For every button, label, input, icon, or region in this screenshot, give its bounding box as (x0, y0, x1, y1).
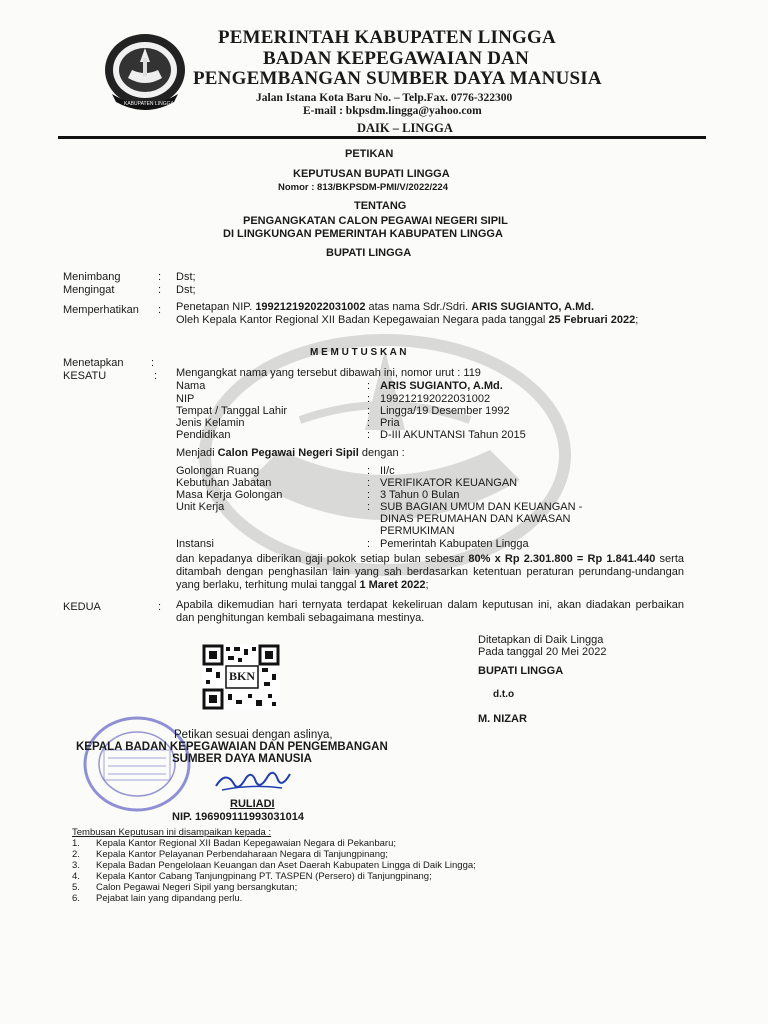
identity-label-gender: Jenis Kelamin (176, 417, 245, 429)
tembusan-item-text: Kepala Kantor Pelayanan Perbendaharaan Negara di Tanjungpinang; (96, 849, 388, 860)
header-email: E-mail : bkpsdm.lingga@yahoo.com (303, 105, 482, 117)
tembusan-heading: Tembusan Keputusan ini disampaikan kepada : (72, 827, 272, 838)
salary-end: ; (425, 579, 429, 591)
kesatu-intro: Mengangkat nama yang tersebut dibawah ini, nomor urut : 119 (176, 367, 481, 379)
tembusan-item-number: 3. (72, 860, 80, 871)
memutuskan-heading: M E M U T U S K A N (310, 347, 407, 358)
memperhatikan-date: 25 Februari 2022 (548, 314, 636, 326)
memperhatikan-part-3: Oleh Kepala Kantor Regional XII Badan Kepegawaian Negara pada tanggal (176, 314, 549, 326)
logo-ribbon-text: KABUPATEN LINGGA (124, 101, 174, 107)
identity-label-ttl: Tempat / Tanggal Lahir (176, 405, 288, 417)
salary-part-2: serta ditambah dengan penghasilan lain yang sah berdasarkan ketentuan peraturan perundang-undangan yang berlaku, terhitung mulai tanggal (176, 553, 685, 591)
memperhatikan-part-1: Penetapan NIP. (176, 301, 256, 313)
kesatu-colon: : (154, 370, 158, 382)
menetapkan-label: Menetapkan (63, 357, 124, 369)
handwritten-signature (212, 766, 292, 796)
identity-colon: : (367, 393, 371, 405)
copy-certifier-title-2: SUMBER DAYA MANUSIA (172, 753, 312, 765)
memperhatikan-text (176, 301, 668, 327)
tembusan-item-number: 5. (72, 882, 80, 893)
title-subject-1: PENGANGKATAN CALON PEGAWAI NEGERI SIPIL (243, 215, 508, 227)
employment-label-masa-kerja: Masa Kerja Golongan (176, 489, 283, 501)
copy-certifier-name: RULIADI (230, 798, 275, 810)
kedua-text: Apabila dikemudian hari ternyata terdapat kekeliruan dalam keputusan ini, akan diadakan perbaikan dan penghitungan kembali sebagaimana mestinya. (176, 599, 684, 624)
employment-label-instansi: Instansi (176, 538, 214, 550)
memperhatikan-colon: : (158, 304, 162, 316)
menjadi-status: Calon Pegawai Negeri Sipil (217, 447, 359, 459)
identity-value-nama: ARIS SUGIANTO, A.Md. (380, 380, 503, 392)
tembusan-item-number: 4. (72, 871, 80, 882)
copy-certification-intro: Petikan sesuai dengan aslinya, (174, 729, 333, 741)
employment-colon: : (367, 538, 371, 550)
title-bupati: BUPATI LINGGA (326, 247, 412, 259)
identity-label-nip: NIP (176, 393, 195, 405)
tembusan-item-number: 6. (72, 893, 80, 904)
header-line-1: PEMERINTAH KABUPATEN LINGGA (218, 27, 556, 48)
identity-value-education: D-III AKUNTANSI Tahun 2015 (380, 429, 526, 441)
tembusan-item-text: Pejabat lain yang dipandang perlu. (96, 893, 243, 904)
identity-value-gender: Pria (380, 417, 400, 429)
tembusan-item-text: Kepala Kantor Regional XII Badan Kepegawaian Negara di Pekanbaru; (96, 838, 396, 849)
memperhatikan-label: Memperhatikan (63, 304, 139, 316)
tembusan-item-text: Kepala Badan Pengelolaan Keuangan dan Aset Daerah Kabupaten Lingga di Daik Lingga; (96, 860, 476, 871)
identity-colon: : (367, 405, 371, 417)
tembusan-item-number: 1. (72, 838, 80, 849)
decree-signer-name: M. NIZAR (478, 713, 527, 725)
employment-value-jabatan: VERIFIKATOR KEUANGAN (380, 477, 518, 489)
title-subject-2: DI LINGKUNGAN PEMERINTAH KABUPATEN LINGGA (223, 228, 503, 240)
decree-place: Ditetapkan di Daik Lingga (478, 634, 604, 646)
qr-bkn-label: BKN (229, 669, 256, 683)
identity-colon: : (367, 417, 371, 429)
salary-paragraph (176, 553, 684, 592)
employment-colon: : (367, 489, 371, 501)
employment-label-unit: Unit Kerja (176, 501, 225, 513)
menetapkan-colon: : (151, 357, 155, 369)
header-city: DAIK – LINGGA (357, 121, 453, 135)
menjadi-post: dengan : (358, 447, 405, 459)
salary-start-date: 1 Maret 2022 (359, 579, 426, 591)
mengingat-label: Mengingat (63, 284, 115, 296)
title-keputusan: KEPUTUSAN BUPATI LINGGA (293, 168, 450, 180)
kedua-label: KEDUA (63, 601, 101, 613)
employment-value-unit-line-3: PERMUKIMAN (380, 525, 455, 537)
mengingat-colon: : (158, 284, 162, 296)
memperhatikan-name: ARIS SUGIANTO, A.Md. (471, 301, 595, 313)
title-nomor: Nomor : 813/BKPSDM-PMI/V/2022/224 (278, 182, 449, 193)
employment-value-unit: SUB BAGIAN UMUM DAN KEUANGAN - (380, 501, 583, 513)
identity-value-ttl: Lingga/19 Desember 1992 (380, 405, 510, 417)
identity-value-nip: 199212192022031002 (380, 393, 491, 405)
employment-label-golongan: Golongan Ruang (176, 465, 260, 477)
kesatu-label: KESATU (63, 370, 107, 382)
identity-colon: : (367, 380, 371, 392)
memperhatikan-end: ; (635, 314, 639, 326)
identity-label-education: Pendidikan (176, 429, 231, 441)
menjadi-pre: Menjadi (176, 447, 218, 459)
header-line-2: BADAN KEPEGAWAIAN DAN (263, 48, 529, 69)
header-rule-thick (58, 136, 706, 139)
mengingat-value: Dst; (176, 284, 196, 296)
tembusan-item-text: Calon Pegawai Negeri Sipil yang bersangkutan; (96, 882, 298, 893)
employment-colon: : (367, 477, 371, 489)
copy-certifier-nip: NIP. 196909111993031014 (172, 811, 304, 823)
salary-part-1: dan kepadanya diberikan gaji pokok setiap bulan sebesar (176, 553, 469, 565)
employment-value-unit-line-2: DINAS PERUMAHAN DAN KAWASAN (380, 513, 571, 525)
identity-colon: : (367, 429, 371, 441)
kedua-colon: : (158, 601, 162, 613)
employment-label-jabatan: Kebutuhan Jabatan (176, 477, 272, 489)
header-address: Jalan Istana Kota Baru No. – Telp.Fax. 0776-322300 (256, 92, 513, 104)
decree-signer-title: BUPATI LINGGA (478, 665, 564, 677)
title-petikan: PETIKAN (345, 148, 394, 160)
memperhatikan-nip: 199212192022031002 (255, 301, 366, 313)
salary-amount: 80% x Rp 2.301.800 = Rp 1.841.440 (468, 553, 656, 565)
menimbang-label: Menimbang (63, 271, 121, 283)
employment-value-masa-kerja: 3 Tahun 0 Bulan (380, 489, 460, 501)
decree-date: Pada tanggal 20 Mei 2022 (478, 646, 607, 658)
memperhatikan-part-2: atas nama Sdr./Sdri. (365, 301, 472, 313)
employment-colon: : (367, 501, 371, 513)
employment-colon: : (367, 465, 371, 477)
identity-label-nama: Nama (176, 380, 206, 392)
employment-value-golongan: II/c (380, 465, 395, 477)
menimbang-value: Dst; (176, 271, 196, 283)
copy-certifier-title-1: KEPALA BADAN KEPEGAWAIAN DAN PENGEMBANGAN (76, 741, 388, 753)
tembusan-item-number: 2. (72, 849, 80, 860)
menimbang-colon: : (158, 271, 162, 283)
employment-value-instansi: Pemerintah Kabupaten Lingga (380, 538, 529, 550)
menjadi-line (176, 447, 405, 460)
tembusan-item-text: Kepala Kantor Cabang Tanjungpinang PT. TASPEN (Persero) di Tanjungpinang; (96, 871, 432, 882)
decree-dto: d.t.o (493, 689, 515, 700)
title-tentang: TENTANG (354, 200, 407, 212)
header-line-3: PENGEMBANGAN SUMBER DAYA MANUSIA (193, 68, 602, 89)
